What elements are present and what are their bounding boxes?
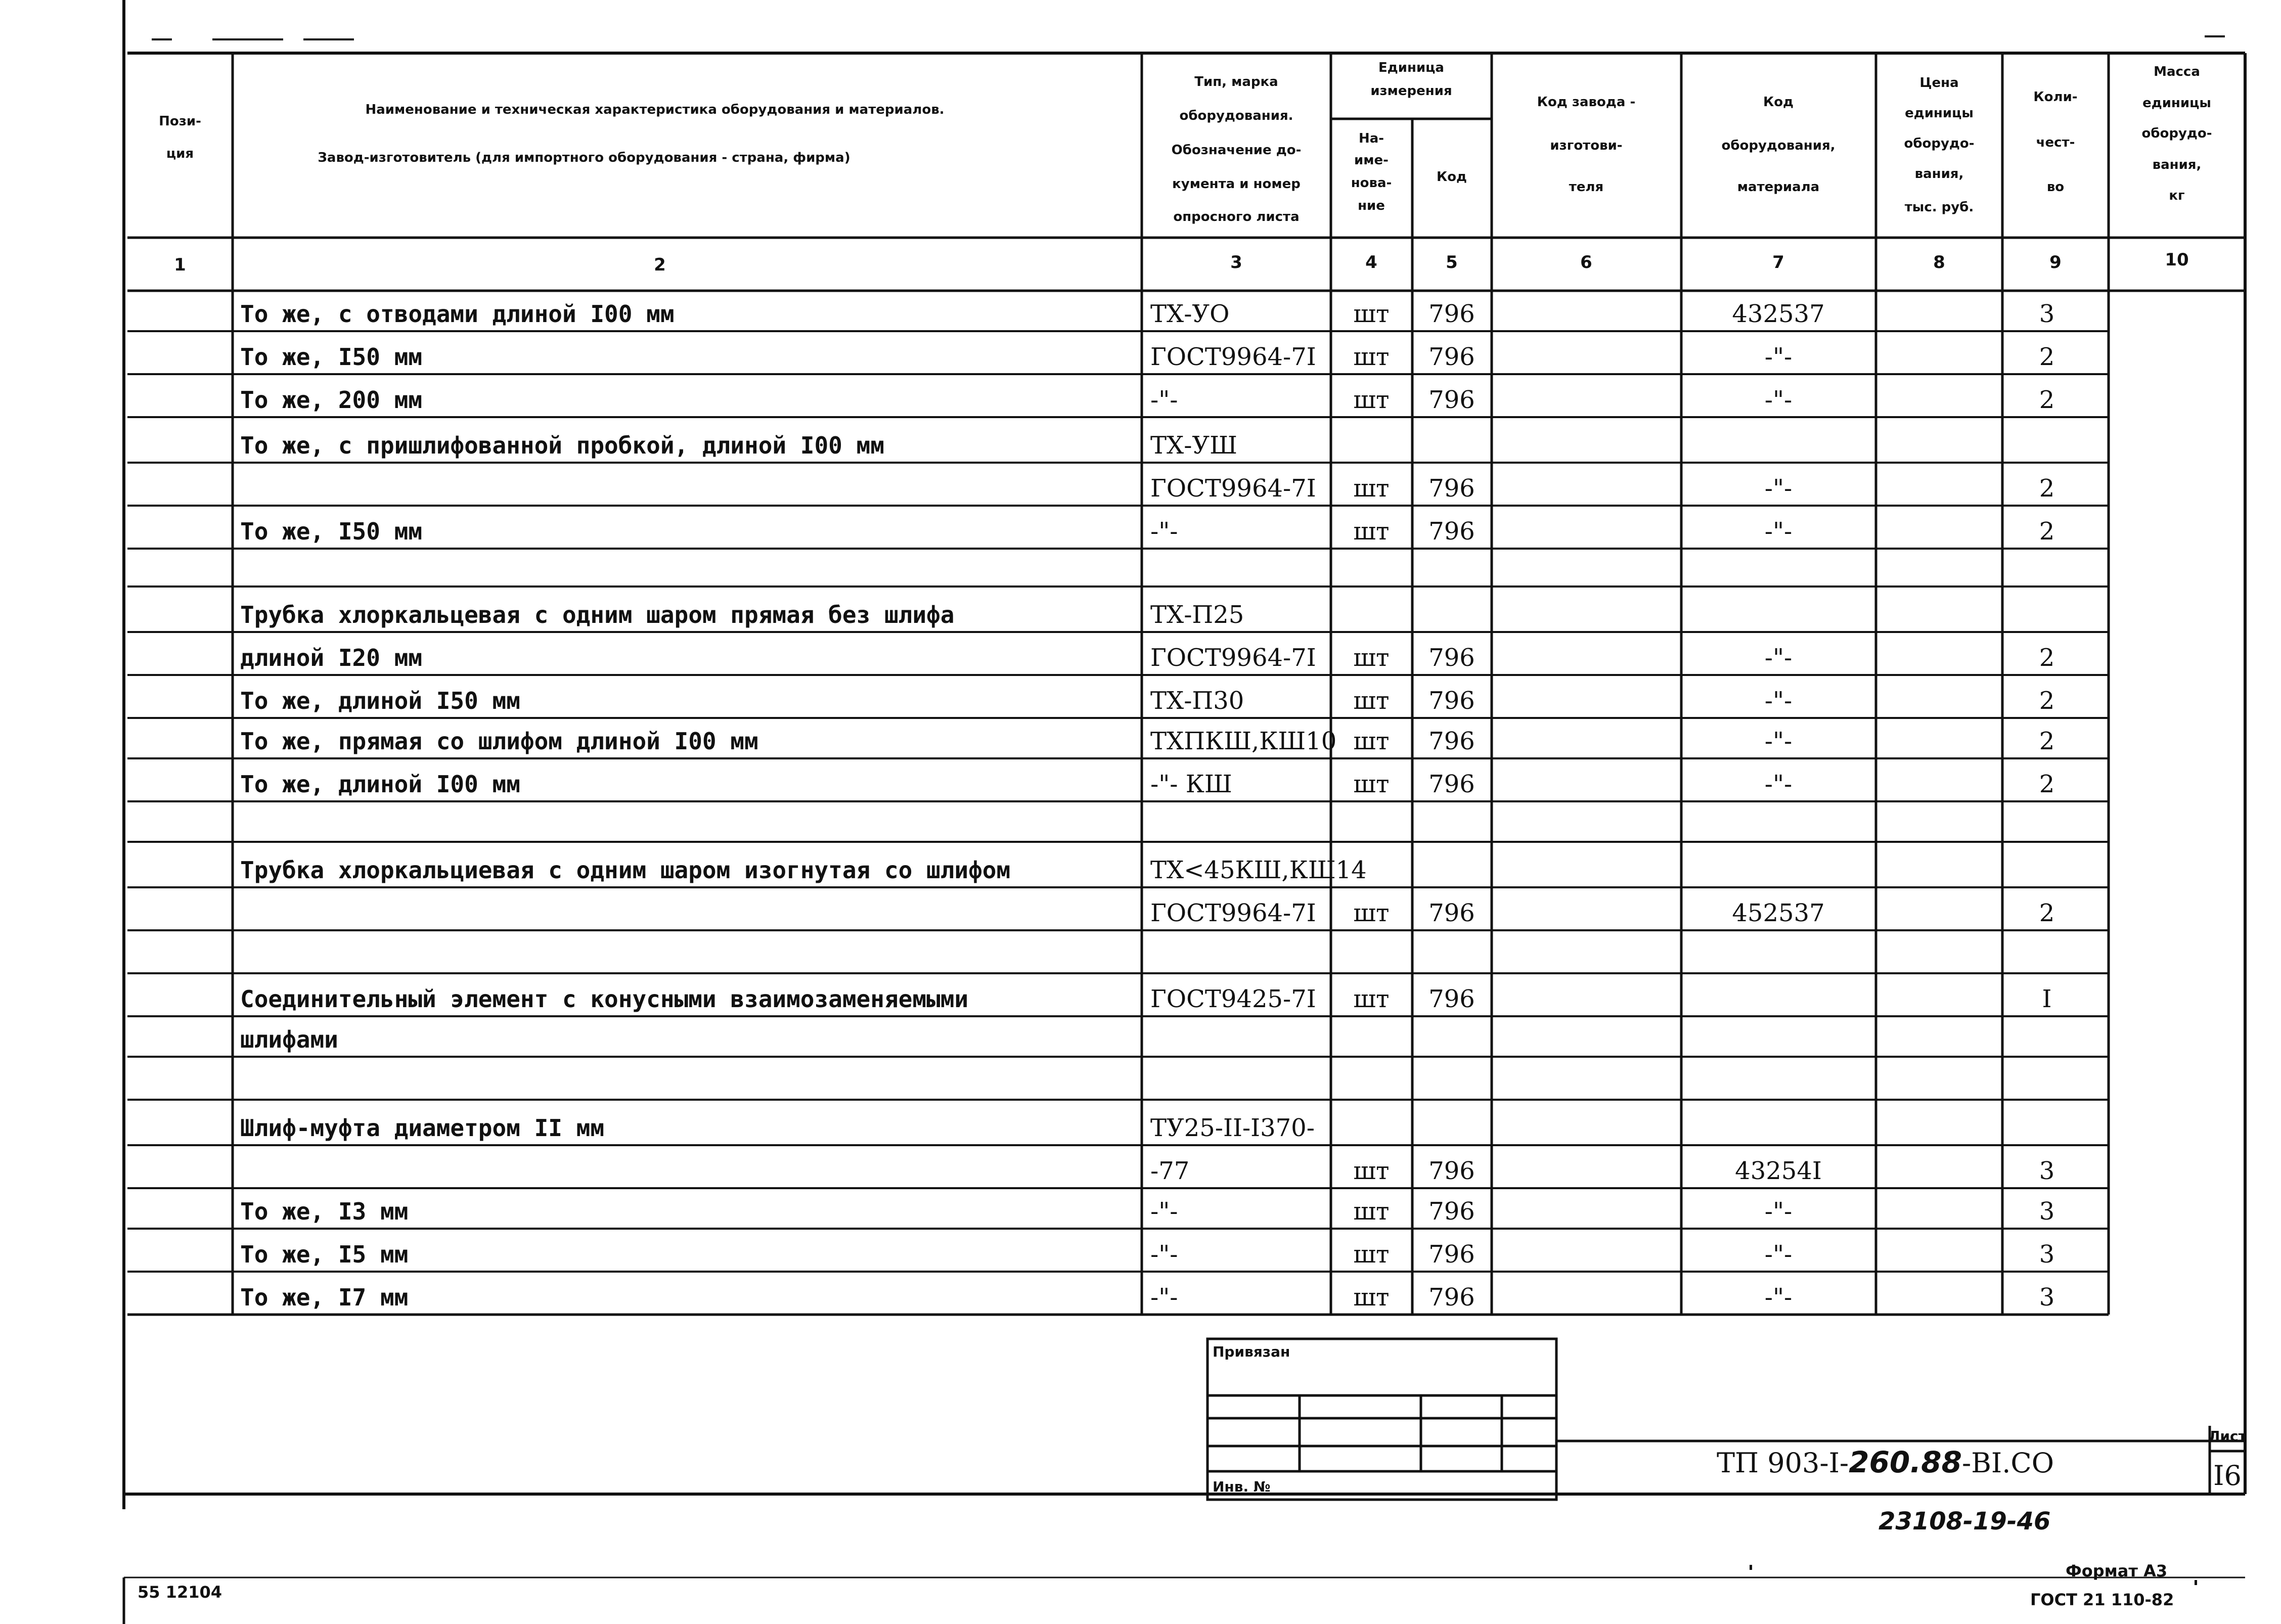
column-number: 4	[1365, 252, 1377, 273]
header-text: теля	[1569, 179, 1604, 195]
header-text: оборудования.	[1179, 108, 1293, 123]
table-row	[240, 343, 2054, 371]
sheet-label: Лист	[2208, 1428, 2247, 1445]
cell-unit: шт	[1353, 644, 1390, 672]
cell-name: Соединительный элемент с конусными взаимозаменяемыми	[240, 985, 969, 1013]
cell-unit: шт	[1353, 899, 1390, 927]
column-number: 6	[1580, 252, 1592, 273]
header-text: кг	[2169, 188, 2185, 203]
cell-name: Шлиф-муфта диаметром II мм	[240, 1114, 605, 1142]
cell-code: 796	[1428, 899, 1475, 927]
header-text: измерения	[1370, 83, 1452, 99]
cell-qty: I	[2042, 985, 2052, 1013]
cell-code: 796	[1428, 1197, 1475, 1226]
header-text: оборудо-	[1904, 136, 1975, 151]
header-col-quantity	[2033, 89, 2077, 195]
cell-unit: шт	[1353, 727, 1390, 755]
header-text: Обозначение до-	[1171, 143, 1302, 158]
cell-qty: 2	[2039, 474, 2055, 503]
header-col-name	[318, 102, 944, 165]
header-text: Коли-	[2033, 89, 2078, 105]
header-text: Завод-изготовитель (для импортного оборудования - страна, фирма)	[318, 150, 851, 165]
cell-unit: шт	[1353, 1240, 1390, 1269]
cell-mat: -"-	[1764, 770, 1793, 798]
cell-type: ТХ-УШ	[1150, 431, 1237, 460]
table-row	[240, 1114, 1315, 1142]
cell-unit: шт	[1353, 386, 1390, 414]
header-text: ние	[1358, 198, 1385, 213]
header-text: вания,	[2152, 157, 2202, 172]
cell-type: ГОСТ9964-7I	[1150, 899, 1316, 927]
cell-unit: шт	[1353, 1283, 1390, 1312]
header-col-price	[1904, 75, 1974, 215]
cell-mat: -"-	[1764, 1240, 1793, 1269]
footer-marks	[124, 1507, 2245, 1624]
cell-name: Трубка хлоркальциевая с одним шаром изогнутая со шлифом	[240, 856, 1011, 884]
header-text: Цена	[1919, 75, 1959, 91]
header-text: оборудования,	[1721, 138, 1836, 153]
cell-name: длиной I20 мм	[240, 644, 423, 671]
cell-code: 796	[1428, 770, 1475, 798]
header-col-mass	[2141, 64, 2212, 203]
cell-type: ТХ<45КШ,КШ14	[1150, 856, 1367, 884]
cell-type: -"-	[1150, 1283, 1178, 1312]
cell-qty: 2	[2039, 343, 2055, 371]
cell-code: 796	[1428, 300, 1475, 328]
column-number: 3	[1230, 252, 1242, 273]
cell-type: ТХ-П25	[1150, 601, 1244, 629]
table-row	[240, 601, 1244, 629]
cell-mat: -"-	[1764, 1197, 1793, 1226]
cell-unit: шт	[1353, 1197, 1390, 1226]
column-numbers-row	[174, 250, 2189, 275]
cell-name: То же, I7 мм	[240, 1284, 409, 1311]
cell-mat: -"-	[1764, 343, 1793, 371]
table-row	[1150, 899, 2054, 927]
table-row	[240, 431, 1237, 460]
table-row	[240, 985, 2051, 1013]
cell-qty: 2	[2039, 727, 2055, 755]
cell-code: 796	[1428, 727, 1475, 755]
cell-type: -"-	[1150, 1240, 1178, 1269]
cell-qty: 2	[2039, 517, 2055, 546]
cell-qty: 2	[2039, 687, 2055, 715]
cell-name: То же, I5 мм	[240, 1241, 409, 1268]
cell-unit: шт	[1353, 343, 1390, 371]
cell-name: То же, длиной I00 мм	[240, 771, 520, 798]
table-row	[240, 1197, 2054, 1226]
column-number: 1	[174, 255, 186, 275]
cell-mat: -"-	[1764, 474, 1793, 503]
header-text: единицы	[2142, 96, 2211, 111]
scan-artifacts	[152, 36, 2225, 1583]
header-text: материала	[1737, 179, 1820, 195]
table-row	[1150, 474, 2054, 503]
format-label: Формат А3	[2066, 1561, 2168, 1581]
cell-mat: 432537	[1732, 300, 1825, 328]
header-text: Пози-	[159, 114, 201, 129]
cell-type: ГОСТ9425-7I	[1150, 985, 1316, 1013]
header-text: кумента и номер	[1172, 176, 1301, 192]
cell-mat: -"-	[1764, 644, 1793, 672]
header-text: Код завода -	[1537, 95, 1636, 110]
cell-type: -"- КШ	[1150, 770, 1232, 798]
cell-name: То же, I3 мм	[240, 1198, 409, 1225]
column-number: 5	[1446, 252, 1458, 273]
cell-code: 796	[1428, 343, 1475, 371]
cell-code: 796	[1428, 687, 1475, 715]
cell-name: Трубка хлоркальцевая с одним шаром прямая без шлифа	[240, 601, 955, 628]
header-text: Наименование и техническая характеристика оборудования и материалов.	[365, 102, 945, 117]
cell-name: То же, с отводами длиной I00 мм	[240, 300, 675, 328]
cell-unit: шт	[1353, 300, 1390, 328]
cell-type: ТХПКШ,КШ10	[1150, 727, 1337, 755]
header-text: Код	[1763, 95, 1794, 110]
cell-name: То же, I50 мм	[240, 518, 423, 545]
header-text: тыс. руб.	[1904, 200, 1974, 215]
cell-mat: 43254I	[1735, 1157, 1822, 1185]
header-text: во	[2046, 179, 2065, 195]
cell-qty: 3	[2039, 1240, 2055, 1269]
table-row	[240, 1240, 2054, 1269]
table-row	[240, 1026, 338, 1053]
table-row	[240, 687, 2054, 715]
cell-mat: -"-	[1764, 727, 1793, 755]
cell-name: То же, с пришлифованной пробкой, длиной I00 мм	[240, 432, 884, 459]
gost-label: ГОСТ 21 110-82	[2030, 1590, 2174, 1609]
cell-unit: шт	[1353, 517, 1390, 546]
column-number: 9	[2049, 252, 2062, 273]
cell-qty: 3	[2039, 1157, 2055, 1185]
header-text: Тип, марка	[1194, 74, 1278, 89]
column-number: 7	[1772, 252, 1784, 273]
header-col-factory-code	[1537, 95, 1636, 195]
cell-type: ГОСТ9964-7I	[1150, 644, 1316, 672]
table-row	[240, 770, 2054, 798]
header-text: оборудо-	[2141, 126, 2212, 141]
cell-mat: -"-	[1764, 1283, 1793, 1312]
archive-number: 23108-19-46	[1879, 1507, 2051, 1536]
cell-qty: 2	[2039, 386, 2055, 414]
header-col-position	[159, 114, 201, 161]
cell-name: шлифами	[240, 1026, 338, 1053]
header-text: Единица	[1378, 60, 1444, 75]
cell-type: ТУ25-II-I370-	[1150, 1114, 1315, 1142]
cell-code: 796	[1428, 1157, 1475, 1185]
table-row	[240, 300, 2054, 328]
header-text: На-	[1358, 131, 1384, 146]
column-number: 8	[1933, 252, 1945, 273]
table-row	[240, 727, 2054, 755]
header-text: ция	[166, 146, 194, 161]
cell-type: -"-	[1150, 1197, 1178, 1226]
header-col-material-code	[1721, 95, 1835, 195]
cell-unit: шт	[1353, 474, 1390, 503]
table-row	[240, 517, 2054, 546]
cell-code: 796	[1428, 1283, 1475, 1312]
cell-type: -"-	[1150, 386, 1178, 414]
header-text: изготови-	[1550, 138, 1623, 153]
cell-type: -77	[1150, 1157, 1190, 1185]
document-code: ТП 903-I-260.88-ВI.СО	[1717, 1445, 2054, 1479]
cell-unit: шт	[1353, 770, 1390, 798]
header-text: име-	[1354, 153, 1389, 168]
title-block	[1207, 1339, 2247, 1500]
sheet-number: I6	[2213, 1460, 2242, 1492]
header-text: чест-	[2036, 135, 2075, 150]
column-number: 2	[654, 255, 666, 275]
cell-code: 796	[1428, 644, 1475, 672]
header-text: вания,	[1914, 166, 1964, 182]
inventory-label: Инв. №	[1213, 1478, 1271, 1495]
cell-unit: шт	[1353, 687, 1390, 715]
table-row	[240, 856, 1367, 884]
cell-mat: 452537	[1732, 899, 1825, 927]
cell-qty: 2	[2039, 644, 2055, 672]
cell-code: 796	[1428, 517, 1475, 546]
cell-qty: 3	[2039, 1283, 2055, 1312]
cell-type: ТХ-П30	[1150, 687, 1244, 715]
left-code: 55 12104	[138, 1583, 222, 1602]
header-col-type	[1172, 74, 1302, 224]
cell-name: То же, I50 мм	[240, 343, 423, 371]
cell-type: ТХ-УО	[1150, 300, 1230, 328]
spec-table-body	[240, 300, 2054, 1312]
header-text: нова-	[1351, 175, 1392, 191]
header-col-unit	[1351, 60, 1467, 213]
cell-qty: 2	[2039, 770, 2055, 798]
bound-label: Привязан	[1213, 1343, 1290, 1360]
column-number: 10	[2165, 250, 2189, 270]
table-row	[240, 644, 2054, 672]
cell-mat: -"-	[1764, 687, 1793, 715]
cell-code: 796	[1428, 386, 1475, 414]
cell-unit: шт	[1353, 1157, 1390, 1185]
table-row	[240, 1283, 2054, 1312]
cell-qty: 3	[2039, 300, 2055, 328]
cell-type: ГОСТ9964-7I	[1150, 343, 1316, 371]
cell-mat: -"-	[1764, 386, 1793, 414]
cell-qty: 3	[2039, 1197, 2055, 1226]
table-row	[240, 386, 2054, 414]
header-text: Код	[1436, 169, 1467, 185]
header-text: единицы	[1905, 106, 1974, 121]
table-row	[1150, 1157, 2054, 1185]
cell-name: То же, прямая со шлифом длиной I00 мм	[240, 728, 758, 755]
cell-code: 796	[1428, 1240, 1475, 1269]
cell-code: 796	[1428, 985, 1475, 1013]
cell-type: -"-	[1150, 517, 1178, 546]
cell-qty: 2	[2039, 899, 2055, 927]
cell-name: То же, 200 мм	[240, 386, 423, 414]
header-text: Масса	[2154, 64, 2200, 79]
cell-unit: шт	[1353, 985, 1390, 1013]
cell-name: То же, длиной I50 мм	[240, 687, 520, 714]
cell-type: ГОСТ9964-7I	[1150, 474, 1316, 503]
header-text: опросного листа	[1173, 209, 1300, 224]
cell-mat: -"-	[1764, 517, 1793, 546]
cell-code: 796	[1428, 474, 1475, 503]
